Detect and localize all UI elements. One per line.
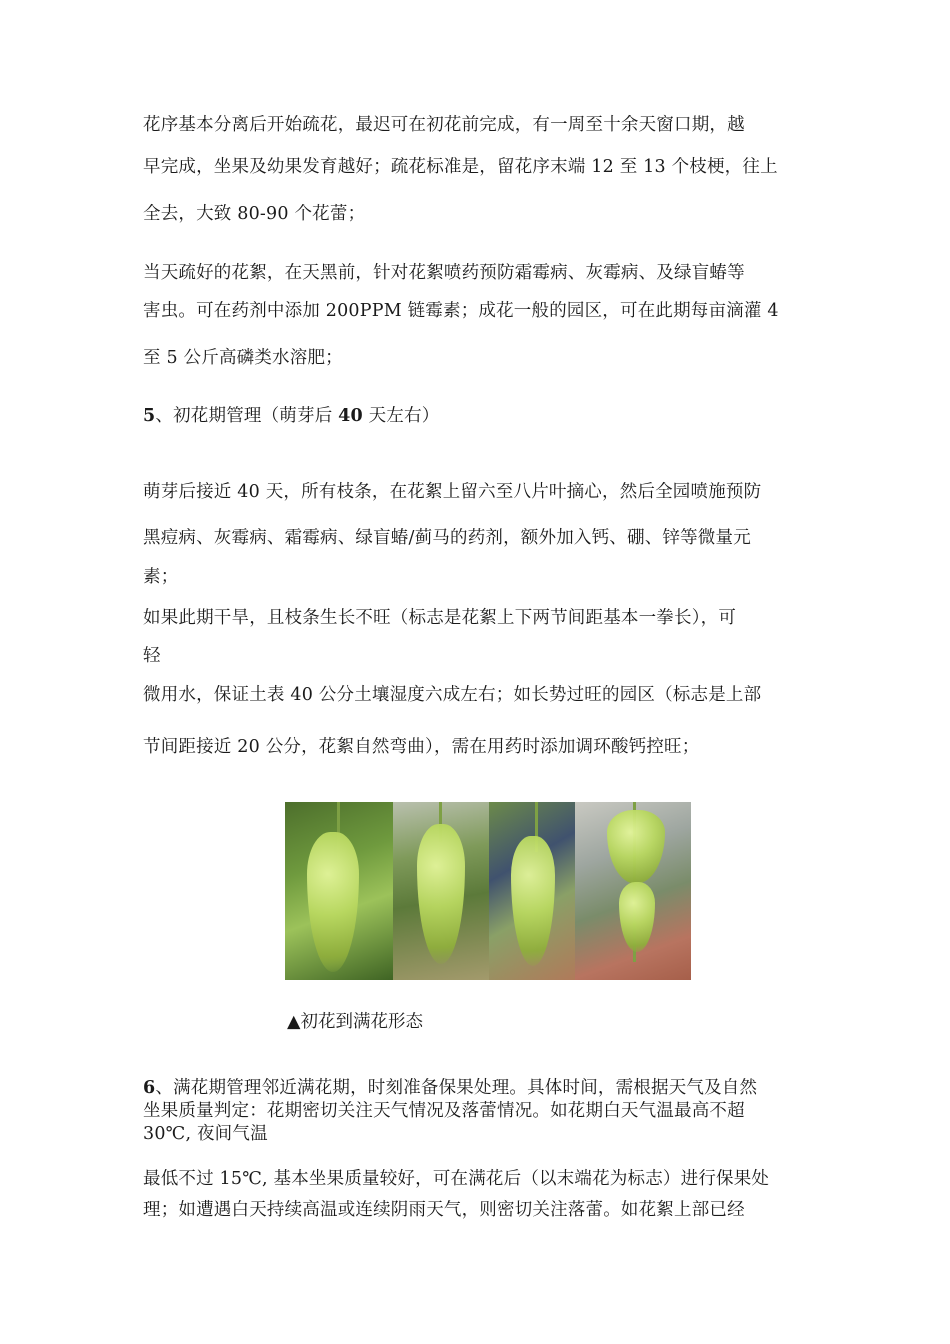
paragraph-line: 轻 bbox=[143, 646, 161, 666]
photo-panel-2 bbox=[393, 802, 489, 980]
paragraph-line: 早完成，坐果及幼果发育越好；疏花标准是，留花序末端 12 至 13 个枝梗，往上 bbox=[143, 157, 778, 177]
section-heading-6 bbox=[143, 1077, 757, 1099]
paragraph-line: 当天疏好的花絮，在天黑前，针对花絮喷药预防霜霉病、灰霉病、及绿盲蝽等 bbox=[143, 263, 745, 283]
photo-panel-1 bbox=[285, 802, 393, 980]
grape-flower-photo-strip bbox=[285, 802, 705, 980]
photo-panel-4 bbox=[575, 802, 691, 980]
heading-bold: 40 bbox=[338, 406, 363, 426]
heading-text: 、初花期管理（萌芽后 bbox=[155, 406, 339, 426]
heading-number: 5 bbox=[143, 406, 156, 426]
paragraph-line: 30℃, 夜间气温 bbox=[143, 1124, 268, 1144]
section-heading-5 bbox=[143, 405, 439, 427]
paragraph-line: 微用水，保证土表 40 公分土壤湿度六成左右；如长势过旺的园区（标志是上部 bbox=[143, 685, 762, 705]
heading-text: 、满花期管理邻近满花期，时刻准备保果处理。具体时间，需根据天气及自然 bbox=[155, 1078, 758, 1098]
paragraph-line: 至 5 公斤高磷类水溶肥； bbox=[143, 348, 343, 368]
paragraph-line: 如果此期干旱，且枝条生长不旺（标志是花絮上下两节间距基本一拳长），可 bbox=[143, 608, 737, 628]
paragraph-line: 理；如遭遇白天持续高温或连续阴雨天气，则密切关注落蕾。如花絮上部已经 bbox=[143, 1200, 745, 1220]
paragraph-line: 最低不过 15℃, 基本坐果质量较好，可在满花后（以末端花为标志）进行保果处 bbox=[143, 1169, 770, 1189]
paragraph-line: 害虫。可在药剂中添加 200PPM 链霉素；成花一般的园区，可在此期每亩滴灌 4 bbox=[143, 301, 779, 321]
paragraph-line: 全去，大致 80-90 个花蕾； bbox=[143, 204, 366, 224]
heading-tail: 天左右） bbox=[362, 406, 440, 426]
paragraph-line: 素； bbox=[143, 567, 179, 587]
figure-caption: ▲初花到满花形态 bbox=[287, 1012, 423, 1032]
paragraph-line: 坐果质量判定：花期密切关注天气情况及落蕾情况。如花期白天气温最高不超 bbox=[143, 1101, 745, 1121]
paragraph-line: 花序基本分离后开始疏花，最迟可在初花前完成，有一周至十余天窗口期，越 bbox=[143, 115, 745, 135]
paragraph-line: 萌芽后接近 40 天，所有枝条，在花絮上留六至八片叶摘心，然后全园喷施预防 bbox=[143, 482, 762, 502]
heading-number: 6 bbox=[143, 1078, 156, 1098]
photo-panel-3 bbox=[489, 802, 575, 980]
paragraph-line: 黑痘病、灰霉病、霜霉病、绿盲蝽/蓟马的药剂，额外加入钙、硼、锌等微量元 bbox=[143, 528, 751, 548]
paragraph-line: 节间距接近 20 公分，花絮自然弯曲），需在用药时添加调环酸钙控旺； bbox=[143, 737, 700, 757]
